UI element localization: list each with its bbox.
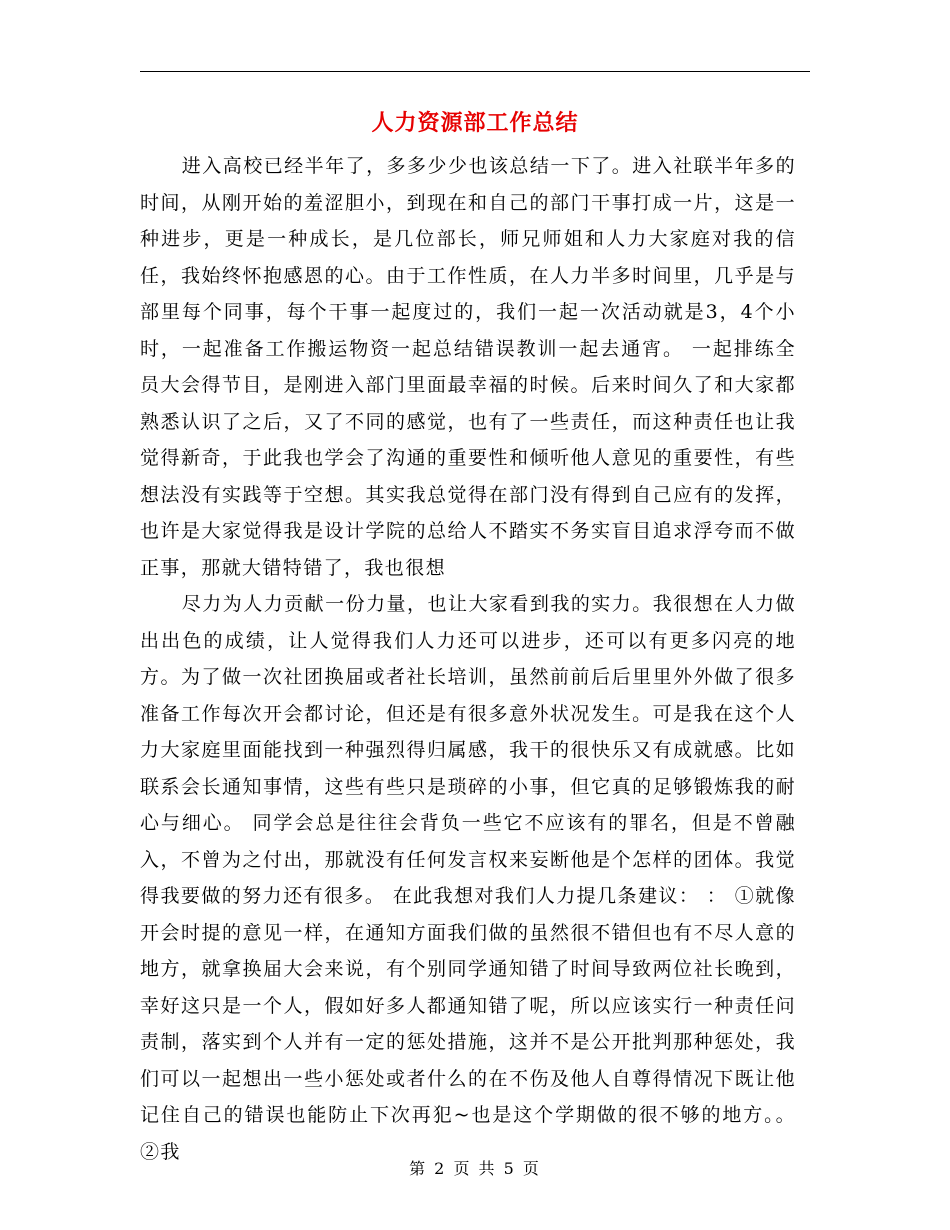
page-number: 第 2 页 共 5 页 — [409, 1159, 541, 1178]
header-rule — [140, 71, 810, 72]
body-paragraph: 进入高校已经半年了，多多少少也该总结一下了。进入社联半年多的时间，从刚开始的羞涩胆小，到现在和自己的部门干事打成一片，这是一种进步，更是一种成长，是几位部长，师兄师姐和人力大家庭对我的信任，我始终怀抱感恩的心。由于工作性质，在人力半多时间里，几乎是与部里每个同事，每个干事一起度过的，我们一起一次活动就是3，4个小时，一起准备工作搬运物资一起总结错误教训一起去通宵。 一起排练全员大会得节目，是刚进入部门里面最幸福的时候。后来时间久了和大家都熟悉认识了之后，又了不同的感觉，也有了一些责任，而这种责任也让我觉得新奇，于此我也学会了沟通的重要性和倾听他人意见的重要性，有些想法没有实践等于空想。其实我总觉得在部门没有得到自己应有的发挥，也许是大家觉得我是设计学院的总给人不踏实不务实盲目追求浮夸而不做正事，那就大错特错了，我也很想 — [140, 155, 796, 579]
document-body — [140, 148, 796, 1170]
document-title: 人力资源部工作总结 — [371, 110, 579, 136]
body-paragraph: 尽力为人力贡献一份力量，也让大家看到我的实力。我很想在人力做出出色的成绩，让人觉得我们人力还可以进步，还可以有更多闪亮的地方。为了做一次社团换届或者社长培训，虽然前前后后里里外外做了很多准备工作每次开会都讨论，但还是有很多意外状况发生。可是我在这个人力大家庭里面能找到一种强烈得归属感，我干的很快乐又有成就感。比如联系会长通知事情，这些有些只是琐碎的小事，但它真的足够锻炼我的耐心与细心。 同学会总是往往会背负一些它不应该有的罪名，但是不曾融入，不曾为之付出，那就没有任何发言权来妄断他是个怎样的团体。我觉得我要做的努力还有很多。 在此我想对我们人力提几条建议： ： ①就像开会时提的意见一样，在通知方面我们做的虽然很不错但也有不尽人意的地方，就拿换届大会来说，有个别同学通知错了时间导致两位社长晚到，幸好这只是一个人，假如好多人都通知错了呢，所以应该实行一种责任问责制，落实到个人并有一定的惩处措施，这并不是公开批判那种惩处，我们可以一起想出一些小惩处或者什么的在不伤及他人自尊得情况下既让他记住自己的错误也能防止下次再犯~也是这个学期做的很不够的地方。。 ②我 — [140, 593, 796, 1163]
